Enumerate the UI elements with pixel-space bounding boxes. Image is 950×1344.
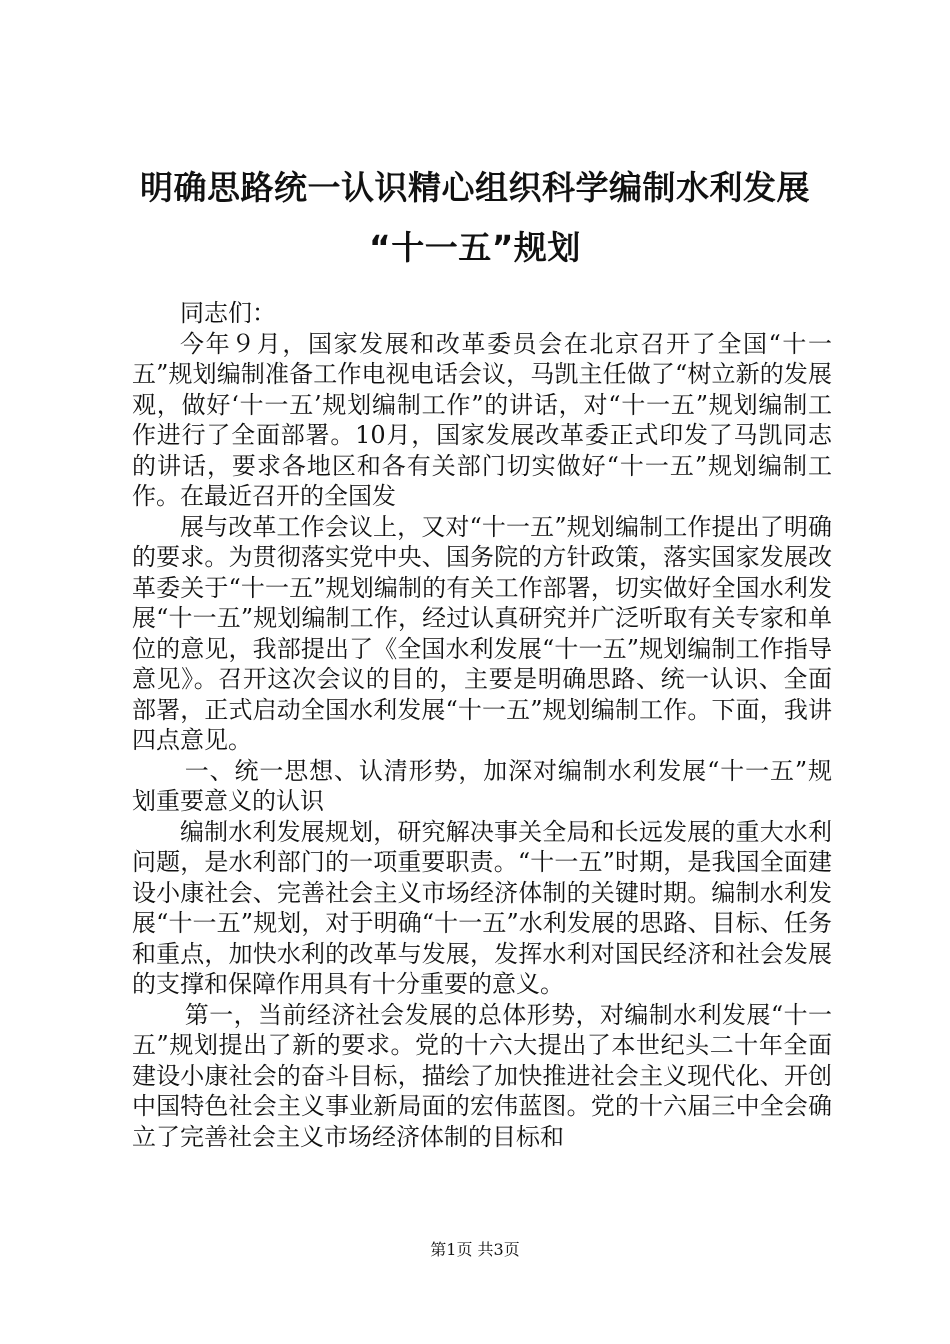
title-line-1: 明确思路统一认识精心组织科学编制水利发展 [140, 168, 810, 207]
body-paragraph-2: 展与改革工作会议上，又对“十一五”规划编制工作提出了明确的要求。为贯彻落实党中央、国务院的方针政策，落实国家发展改革委关于“十一五”规划编制的有关工作部署，切实做好全国水利发展“十一五”规划编制工作，经过认真研究并广泛听取有关专家和单位的意见，我部提出了《全国水利发展“十一五”规划编制工作指导意见》。召开这次会议的目的，主要是明确思路、统一认识、全面部署，正式启动全国水利发展“十一五”规划编制工作。下面，我讲四点意见。 [132, 512, 832, 754]
title-line-2: “十一五”规划 [369, 228, 581, 267]
section-heading: 一、统一思想、认清形势，加深对编制水利发展“十一五”规划重要意义的认识 [132, 756, 832, 815]
body-paragraph-3: 编制水利发展规划，研究解决事关全局和长远发展的重大水利问题，是水利部门的一项重要职责。“十一五”时期，是我国全面建设小康社会、完善社会主义市场经济体制的关键时期。编制水利发展“十一五”规划，对于明确“十一五”水利发展的思路、目标、任务和重点，加快水利的改革与发展，发挥水利对国民经济和社会发展的支撑和保障作用具有十分重要的意义。 [132, 817, 832, 998]
salutation-paragraph: 同志们： [180, 299, 276, 327]
body-paragraph-1: 今年９月，国家发展和改革委员会在北京召开了全国“十一五”规划编制准备工作电视电话会议，马凯主任做了“树立新的发展观，做好‘十一五’规划编制工作”的讲话，对“十一五”规划编制工作进行了全面部署。10月，国家发展改革委正式印发了马凯同志的讲话，要求各地区和各有关部门切实做好“十一五”规划编制工作。在最近召开的全国发 [132, 329, 832, 510]
page-footer [0, 1240, 950, 1260]
document-body [132, 298, 832, 1152]
body-paragraph-4: 第一，当前经济社会发展的总体形势，对编制水利发展“十一五”规划提出了新的要求。党的十六大提出了本世纪头二十年全面建设小康社会的奋斗目标，描绘了加快推进社会主义现代化、开创中国特色社会主义事业新局面的宏伟蓝图。党的十六届三中全会确立了完善社会主义市场经济体制的目标和 [132, 1000, 832, 1151]
page-number-label: 第1页 共3页 [430, 1240, 520, 1259]
document-title [100, 158, 850, 278]
